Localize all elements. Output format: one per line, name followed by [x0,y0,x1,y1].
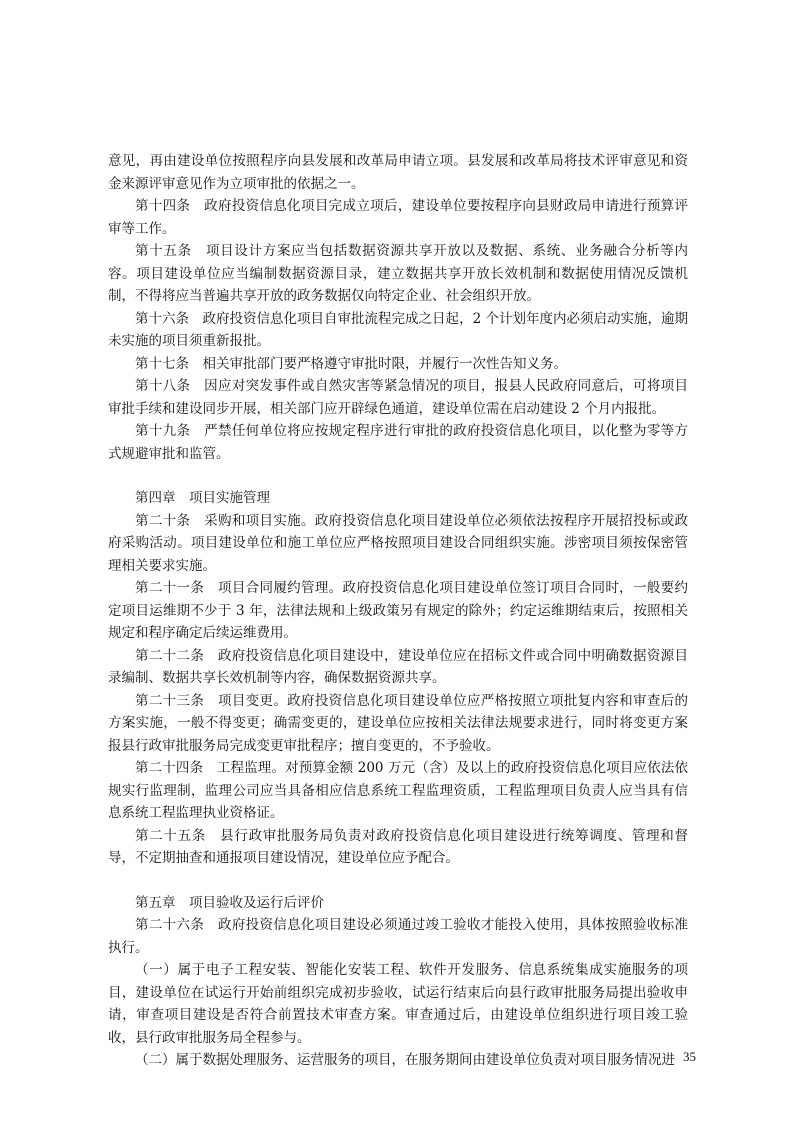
chapter-5-heading: 第五章 项目验收及运行后评价 [135,894,324,911]
document-body [108,150,688,1072]
page-number: 35 [683,1049,696,1064]
article-17: 第十七条 相关审批部门要严格遵守审批时限，并履行一次性告知义务。 [135,355,567,372]
article-16: 第十六条 政府投资信息化项目自审批流程完成之日起，2 个计划年度内必须启动实施，逾期未实施的项目须重新报批。 [108,310,688,349]
article-18: 第十八条 因应对突发事件或自然灾害等紧急情况的项目，报县人民政府同意后，可将项目审批手续和建设同步开展，相关部门应开辟绿色通道，建设单位需在启动建设 2 个月内报批。 [108,378,688,417]
clause-1: （一）属于电子工程安装、智能化安装工程、软件开发服务、信息系统集成实施服务的项目，建设单位在试运行开始前组织完成初步验收，试运行结束后向县行政审批服务局提出验收申请，审查项目建设是否符合前置技术审查方案。审查通过后，由建设单位组织进行项目竣工验收，县行政审批服务局全程参与。 [108,962,688,1046]
article-20: 第二十条 采购和项目实施。政府投资信息化项目建设单位必须依法按程序开展招投标或政府采购活动。项目建设单位和施工单位应严格按照项目建设合同组织实施。涉密项目须按保密管理相关要求实施。 [108,512,688,574]
article-19: 第十九条 严禁任何单位将应按规定程序进行审批的政府投资信息化项目，以化整为零等方式规避审批和监管。 [108,423,688,462]
article-23: 第二十三条 项目变更。政府投资信息化项目建设单位应严格按照立项批复内容和审查后的方案实施，一般不得变更；确需变更的，建设单位应按相关法律法规要求进行，同时将变更方案报县行政审批服务局完成变更审批程序；擅自变更的，不予验收。 [108,692,688,754]
article-22: 第二十二条 政府投资信息化项目建设中，建设单位应在招标文件或合同中明确数据资源目录编制、数据共享长效机制等内容，确保数据资源共享。 [108,647,688,686]
paragraph: 意见，再由建设单位按照程序向县发展和改革局申请立项。县发展和改革局将技术评审意见和资金来源评审意见作为立项审批的依据之一。 [108,153,688,192]
article-25: 第二十五条 县行政审批服务局负责对政府投资信息化项目建设进行统筹调度、管理和督导，不定期抽查和通报项目建设情况，建设单位应予配合。 [108,827,688,866]
article-21: 第二十一条 项目合同履约管理。政府投资信息化项目建设单位签订项目合同时，一般要约定项目运维期不少于 3 年，法律法规和上级政策另有规定的除外；约定运维期结束后，按照相关规定和程序确定后续运维费用。 [108,580,688,641]
article-26: 第二十六条 政府投资信息化项目建设必须通过竣工验收才能投入使用，具体按照验收标准执行。 [108,917,688,956]
clause-2: （二）属于数据处理服务、运营服务的项目，在服务期间由建设单位负责对项目服务情况进 [135,1052,675,1068]
chapter-4-heading: 第四章 项目实施管理 [135,490,270,506]
article-14: 第十四条 政府投资信息化项目完成立项后，建设单位要按程序向县财政局申请进行预算评审等工作。 [108,198,688,237]
article-15: 第十五条 项目设计方案应当包括数据资源共享开放以及数据、系统、业务融合分析等内容。项目建设单位应当编制数据资源目录，建立数据共享开放长效机制和数据使用情况反馈机制，不得将应当普遍共享开放的政务数据仅向特定企业、社会组织开放。 [108,243,688,304]
article-24: 第二十四条 工程监理。对预算金额 200 万元（含）及以上的政府投资信息化项目应依法依规实行监理制，监理公司应当具备相应信息系统工程监理资质，工程监理项目负责人应当具有信息系统工程监理执业资格证。 [108,760,688,821]
